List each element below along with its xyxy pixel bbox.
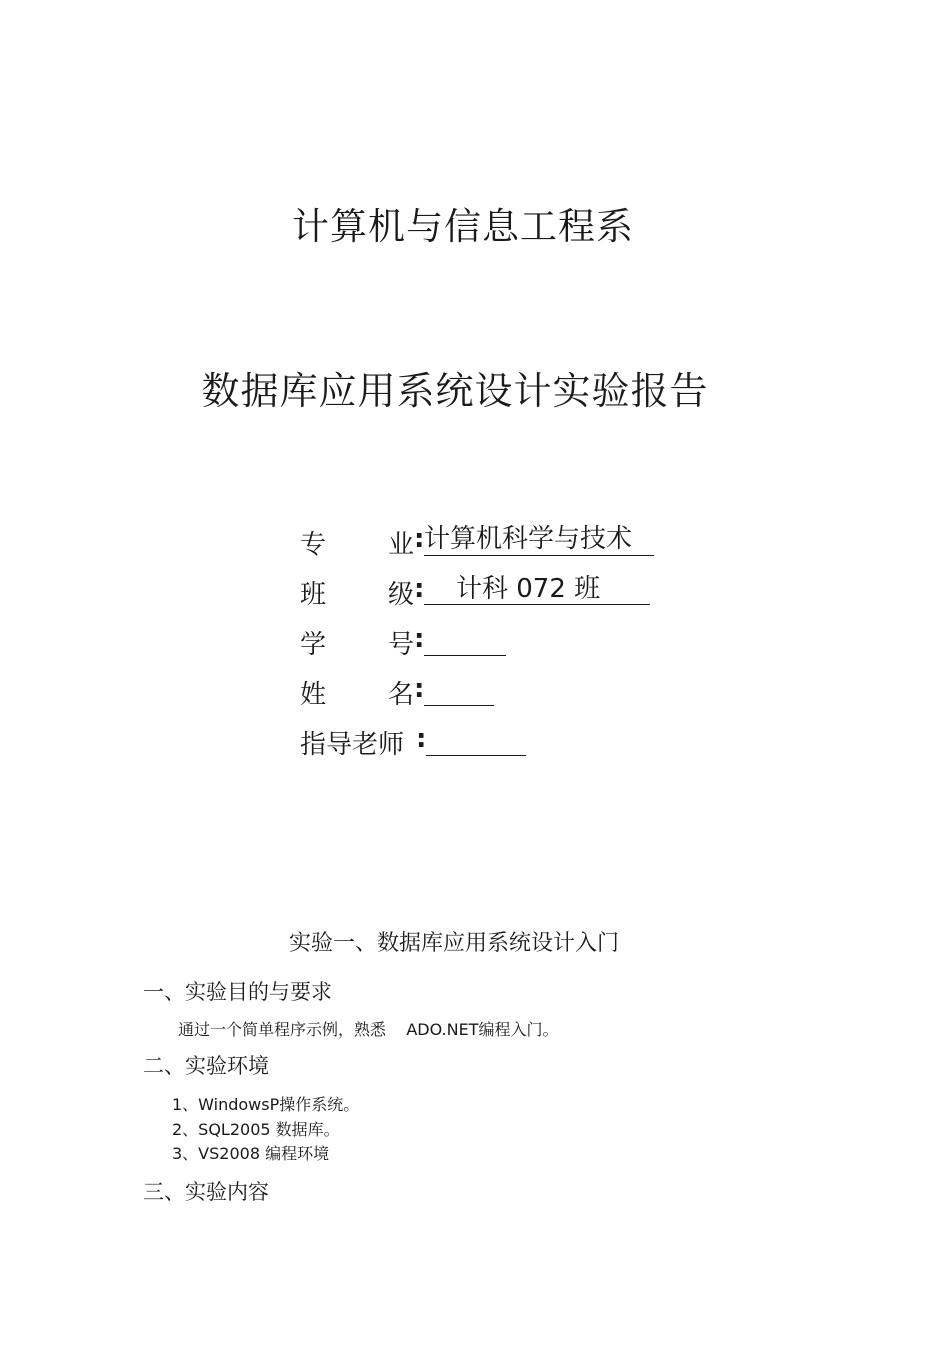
field-name-value (424, 674, 494, 706)
section1-text: 通过一个简单程序示例，熟悉 ADO.NET编程入门。 (178, 1020, 559, 1039)
field-student-id (300, 624, 660, 660)
department-heading: 计算机与信息工程系 (292, 205, 634, 248)
field-student-id-colon: : (414, 624, 425, 654)
field-student-id-label-a: 学 (300, 630, 327, 660)
experiment-title: 实验一、数据库应用系统设计入门 (288, 931, 619, 956)
field-advisor-value (426, 724, 526, 756)
field-advisor (300, 724, 660, 760)
env-item: 1、WindowsP操作系统。 (172, 1095, 360, 1114)
section2-heading: 二、实验环境 (143, 1054, 269, 1078)
field-major-label-b: 业 (388, 530, 415, 560)
field-class-label-a: 班 (300, 580, 327, 610)
field-name-colon: : (414, 674, 425, 704)
field-class-label-b: 级 (388, 580, 415, 610)
report-title: 数据库应用系统设计实验报告 (201, 369, 709, 413)
section1-heading: 一、实验目的与要求 (143, 980, 332, 1004)
section3-heading: 三、实验内容 (143, 1180, 269, 1204)
field-advisor-label: 指导老师 (300, 730, 405, 760)
field-class-value: 计科 072 班 (424, 574, 650, 605)
field-name-label-b: 名 (388, 680, 415, 710)
field-advisor-colon: : (416, 724, 427, 754)
field-student-id-label-b: 号 (388, 630, 415, 660)
field-class-colon: : (414, 574, 425, 604)
env-item: 3、VS2008 编程环境 (172, 1144, 330, 1163)
field-major (300, 524, 660, 560)
field-major-value: 计算机科学与技术 (424, 524, 654, 556)
field-name (300, 674, 660, 710)
field-name-label-a: 姓 (300, 680, 327, 710)
field-major-colon: : (414, 524, 425, 554)
field-class (300, 574, 660, 610)
field-student-id-value (424, 624, 506, 656)
env-item: 2、SQL2005 数据库。 (172, 1120, 340, 1139)
field-major-label-a: 专 (300, 530, 327, 560)
